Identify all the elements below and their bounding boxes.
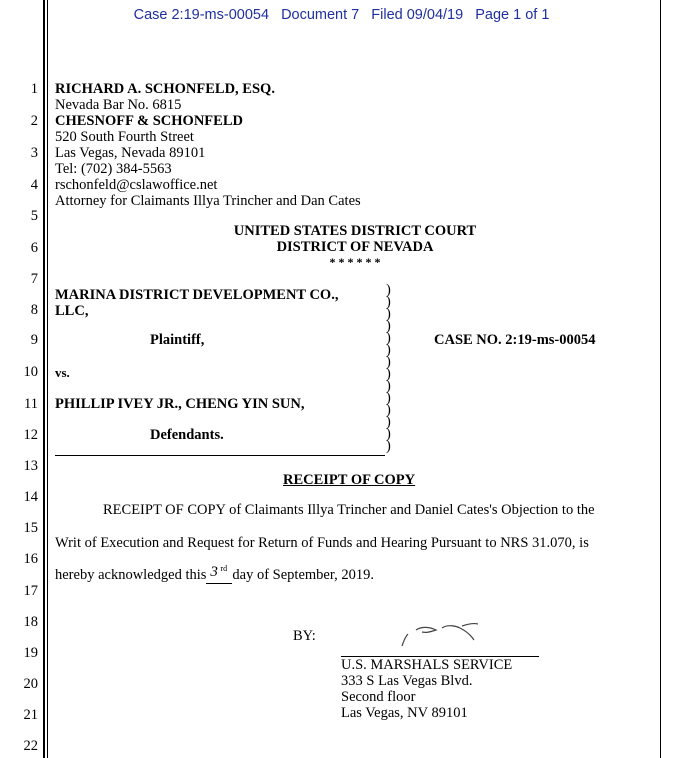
filed-date-header: Filed 09/04/19 xyxy=(371,7,464,23)
receipt-body-line-2: Writ of Execution and Request for Return of Funds and Hearing Pursuant to NRS 31.070, is xyxy=(55,535,589,551)
attorney-name: RICHARD A. SCHONFELD, ESQ. xyxy=(55,81,275,97)
caption-parenthesis: ) xyxy=(386,306,391,322)
line-number: 6 xyxy=(30,240,38,256)
line-number: 15 xyxy=(23,520,38,536)
left-margin-rule-inner xyxy=(47,0,49,758)
line-number: 12 xyxy=(23,427,38,443)
caption-parenthesis: ) xyxy=(386,330,391,346)
signer-address-line-1: 333 S Las Vegas Blvd. xyxy=(341,673,473,689)
receipt-title: RECEIPT OF COPY xyxy=(283,472,416,488)
firm-city-address: Las Vegas, Nevada 89101 xyxy=(55,145,206,161)
right-margin-rule xyxy=(660,0,661,758)
signer-address-line-3: Las Vegas, NV 89101 xyxy=(341,705,468,721)
plaintiff-label: Plaintiff, xyxy=(150,332,205,348)
receipt-body-line-3 xyxy=(55,564,374,584)
court-name: UNITED STATES DISTRICT COURT xyxy=(233,223,477,239)
signer-entity: U.S. MARSHALS SERVICE xyxy=(341,657,513,673)
line-number: 19 xyxy=(23,645,38,661)
caption-parenthesis: ) xyxy=(386,438,391,454)
caption-parenthesis: ) xyxy=(386,426,391,442)
line-number: 10 xyxy=(23,364,38,380)
caption-parenthesis: ) xyxy=(386,354,391,370)
handwritten-day-suffix: rd xyxy=(220,564,228,573)
caption-parenthesis: ) xyxy=(386,282,391,298)
line-number: 5 xyxy=(30,208,38,224)
case-number-header: Case 2:19-ms-00054 xyxy=(133,7,270,23)
line-number: 14 xyxy=(23,489,38,505)
line-number: 20 xyxy=(23,676,38,692)
attorney-bar-number: Nevada Bar No. 6815 xyxy=(55,97,182,113)
caption-parenthesis: ) xyxy=(386,414,391,430)
by-label: BY: xyxy=(293,628,316,644)
line-number: 13 xyxy=(23,458,38,474)
defendants-label: Defendants. xyxy=(150,427,224,443)
firm-street-address: 520 South Fourth Street xyxy=(55,129,194,145)
court-district: DISTRICT OF NEVADA xyxy=(276,239,434,255)
plaintiff-name: MARINA DISTRICT DEVELOPMENT CO., xyxy=(55,287,339,303)
line-number: 17 xyxy=(23,583,38,599)
line-number: 1 xyxy=(30,81,38,97)
court-stars: * * * * * * xyxy=(329,255,381,269)
line-number: 2 xyxy=(30,113,38,129)
attorney-role: Attorney for Claimants Illya Trincher and Dan Cates xyxy=(55,193,361,209)
line-number: 4 xyxy=(30,177,38,193)
document-number-header: Document 7 xyxy=(281,7,360,23)
receipt-body-line-1: RECEIPT OF COPY of Claimants Illya Trincher and Daniel Cates's Objection to the xyxy=(103,502,595,518)
left-margin-rule-outer xyxy=(43,0,45,758)
defendants-names: PHILLIP IVEY JR., CHENG YIN SUN, xyxy=(55,396,305,412)
handwritten-signature xyxy=(390,620,500,654)
signer-address-line-2: Second floor xyxy=(341,689,416,705)
line-number: 7 xyxy=(30,271,38,287)
line-number: 8 xyxy=(30,302,38,318)
caption-underline xyxy=(55,455,385,456)
caption-parenthesis: ) xyxy=(386,342,391,358)
filing-header xyxy=(0,7,683,23)
case-number: CASE NO. 2:19-ms-00054 xyxy=(434,332,596,348)
line-number: 22 xyxy=(23,738,38,754)
firm-telephone: Tel: (702) 384-5563 xyxy=(55,161,172,177)
caption-parenthesis: ) xyxy=(386,366,391,382)
caption-parenthesis: ) xyxy=(386,318,391,334)
line-number: 3 xyxy=(30,145,38,161)
caption-parenthesis: ) xyxy=(386,294,391,310)
caption-parenthesis: ) xyxy=(386,402,391,418)
receipt-date-prefix: hereby acknowledged this xyxy=(55,567,207,583)
plaintiff-name-continued: LLC, xyxy=(55,303,89,319)
law-firm-name: CHESNOFF & SCHONFELD xyxy=(55,113,243,129)
line-number: 16 xyxy=(23,551,38,567)
attorney-email: rschonfeld@cslawoffice.net xyxy=(55,177,218,193)
line-number: 11 xyxy=(24,396,38,412)
versus-label: vs. xyxy=(55,365,70,380)
handwritten-day-number: 3 xyxy=(210,564,218,580)
caption-parenthesis: ) xyxy=(386,390,391,406)
receipt-date-suffix: day of September, 2019. xyxy=(232,567,374,583)
line-number: 21 xyxy=(23,707,38,723)
handwritten-day xyxy=(206,564,232,584)
line-number: 9 xyxy=(30,332,38,348)
caption-parenthesis: ) xyxy=(386,378,391,394)
line-number: 18 xyxy=(23,614,38,630)
page-count-header: Page 1 of 1 xyxy=(475,7,550,23)
